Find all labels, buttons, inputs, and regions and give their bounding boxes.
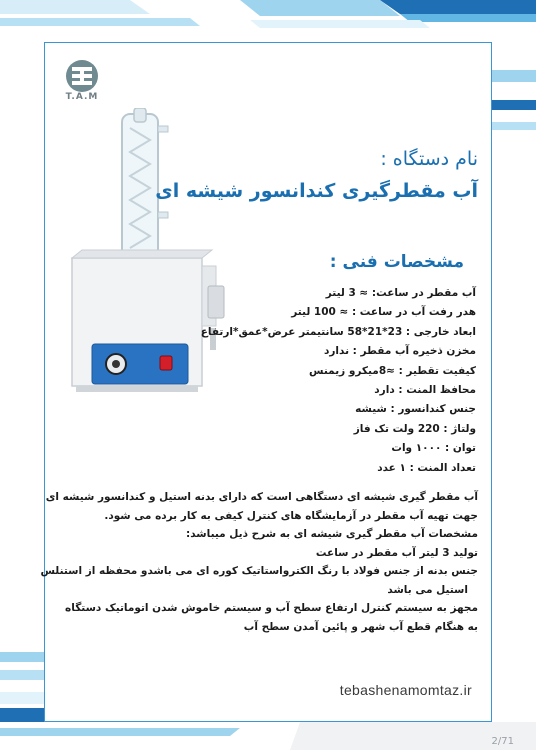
spec-item: هدر رفت آب در ساعت : ≈ 100 لیتر bbox=[291, 306, 476, 319]
spec-item: ولتاژ : 220 ولت تک فاز bbox=[353, 422, 476, 435]
description-line: جنس بدنه از جنس فولاد با رنگ الکترواستاتیک کوره ای می باشدو محفظه از استنلس bbox=[40, 565, 478, 577]
distillation-device-image bbox=[60, 108, 236, 396]
device-name: آب مقطرگیری کندانسور شیشه ای bbox=[155, 180, 478, 202]
description-line: مشخصات آب مقطر گیری شیشه ای به شرح ذیل میباشد: bbox=[186, 528, 478, 540]
description-paragraph bbox=[40, 488, 478, 636]
device-name-label: نام دستگاه : bbox=[380, 148, 478, 170]
description-line: استیل می باشد bbox=[387, 583, 468, 596]
spec-item: جنس کندانسور : شیشه bbox=[355, 403, 476, 416]
spec-item: توان : ۱۰۰۰ وات bbox=[391, 442, 476, 455]
description-line: تولید 3 لیتر آب مقطر در ساعت bbox=[315, 546, 478, 559]
specs-title: مشخصات فنی : bbox=[329, 252, 464, 272]
spec-item: محافظ المنت : دارد bbox=[374, 384, 476, 397]
website-link[interactable]: tebashenamomtaz.ir bbox=[339, 682, 472, 698]
page-number: 2/71 bbox=[491, 736, 514, 747]
spec-item: تعداد المنت : ۱ عدد bbox=[377, 461, 476, 474]
spec-item: ابعاد خارجی : 23*21*58 سانتیمتر عرض*عمق*ارتفاع bbox=[200, 325, 476, 338]
spec-item: آب مقطر در ساعت: ≈ 3 لیتر bbox=[325, 287, 476, 299]
spec-item: مخزن ذخیره آب مقطر : ندارد bbox=[323, 345, 476, 358]
description-line: جهت تهیه آب مقطر در آزمایشگاه های کنترل کیفی به کار برده می شود. bbox=[104, 509, 478, 522]
logo-text: T.A.M bbox=[65, 92, 99, 102]
description-line: مجهز به سیستم کنترل ارتفاع سطح آب و سیستم خاموش شدن اتوماتیک دستگاه bbox=[65, 602, 478, 614]
description-line: به هنگام قطع آب شهر و پائین آمدن سطح آب bbox=[243, 620, 478, 633]
spec-item: کیفیت تقطیر : ≈8میکرو زیمنس bbox=[309, 364, 476, 377]
description-line: آب مقطر گیری شیشه ای دستگاهی است که دارای بدنه استیل و کندانسور شیشه ای bbox=[45, 491, 478, 503]
specs-list bbox=[200, 284, 476, 478]
